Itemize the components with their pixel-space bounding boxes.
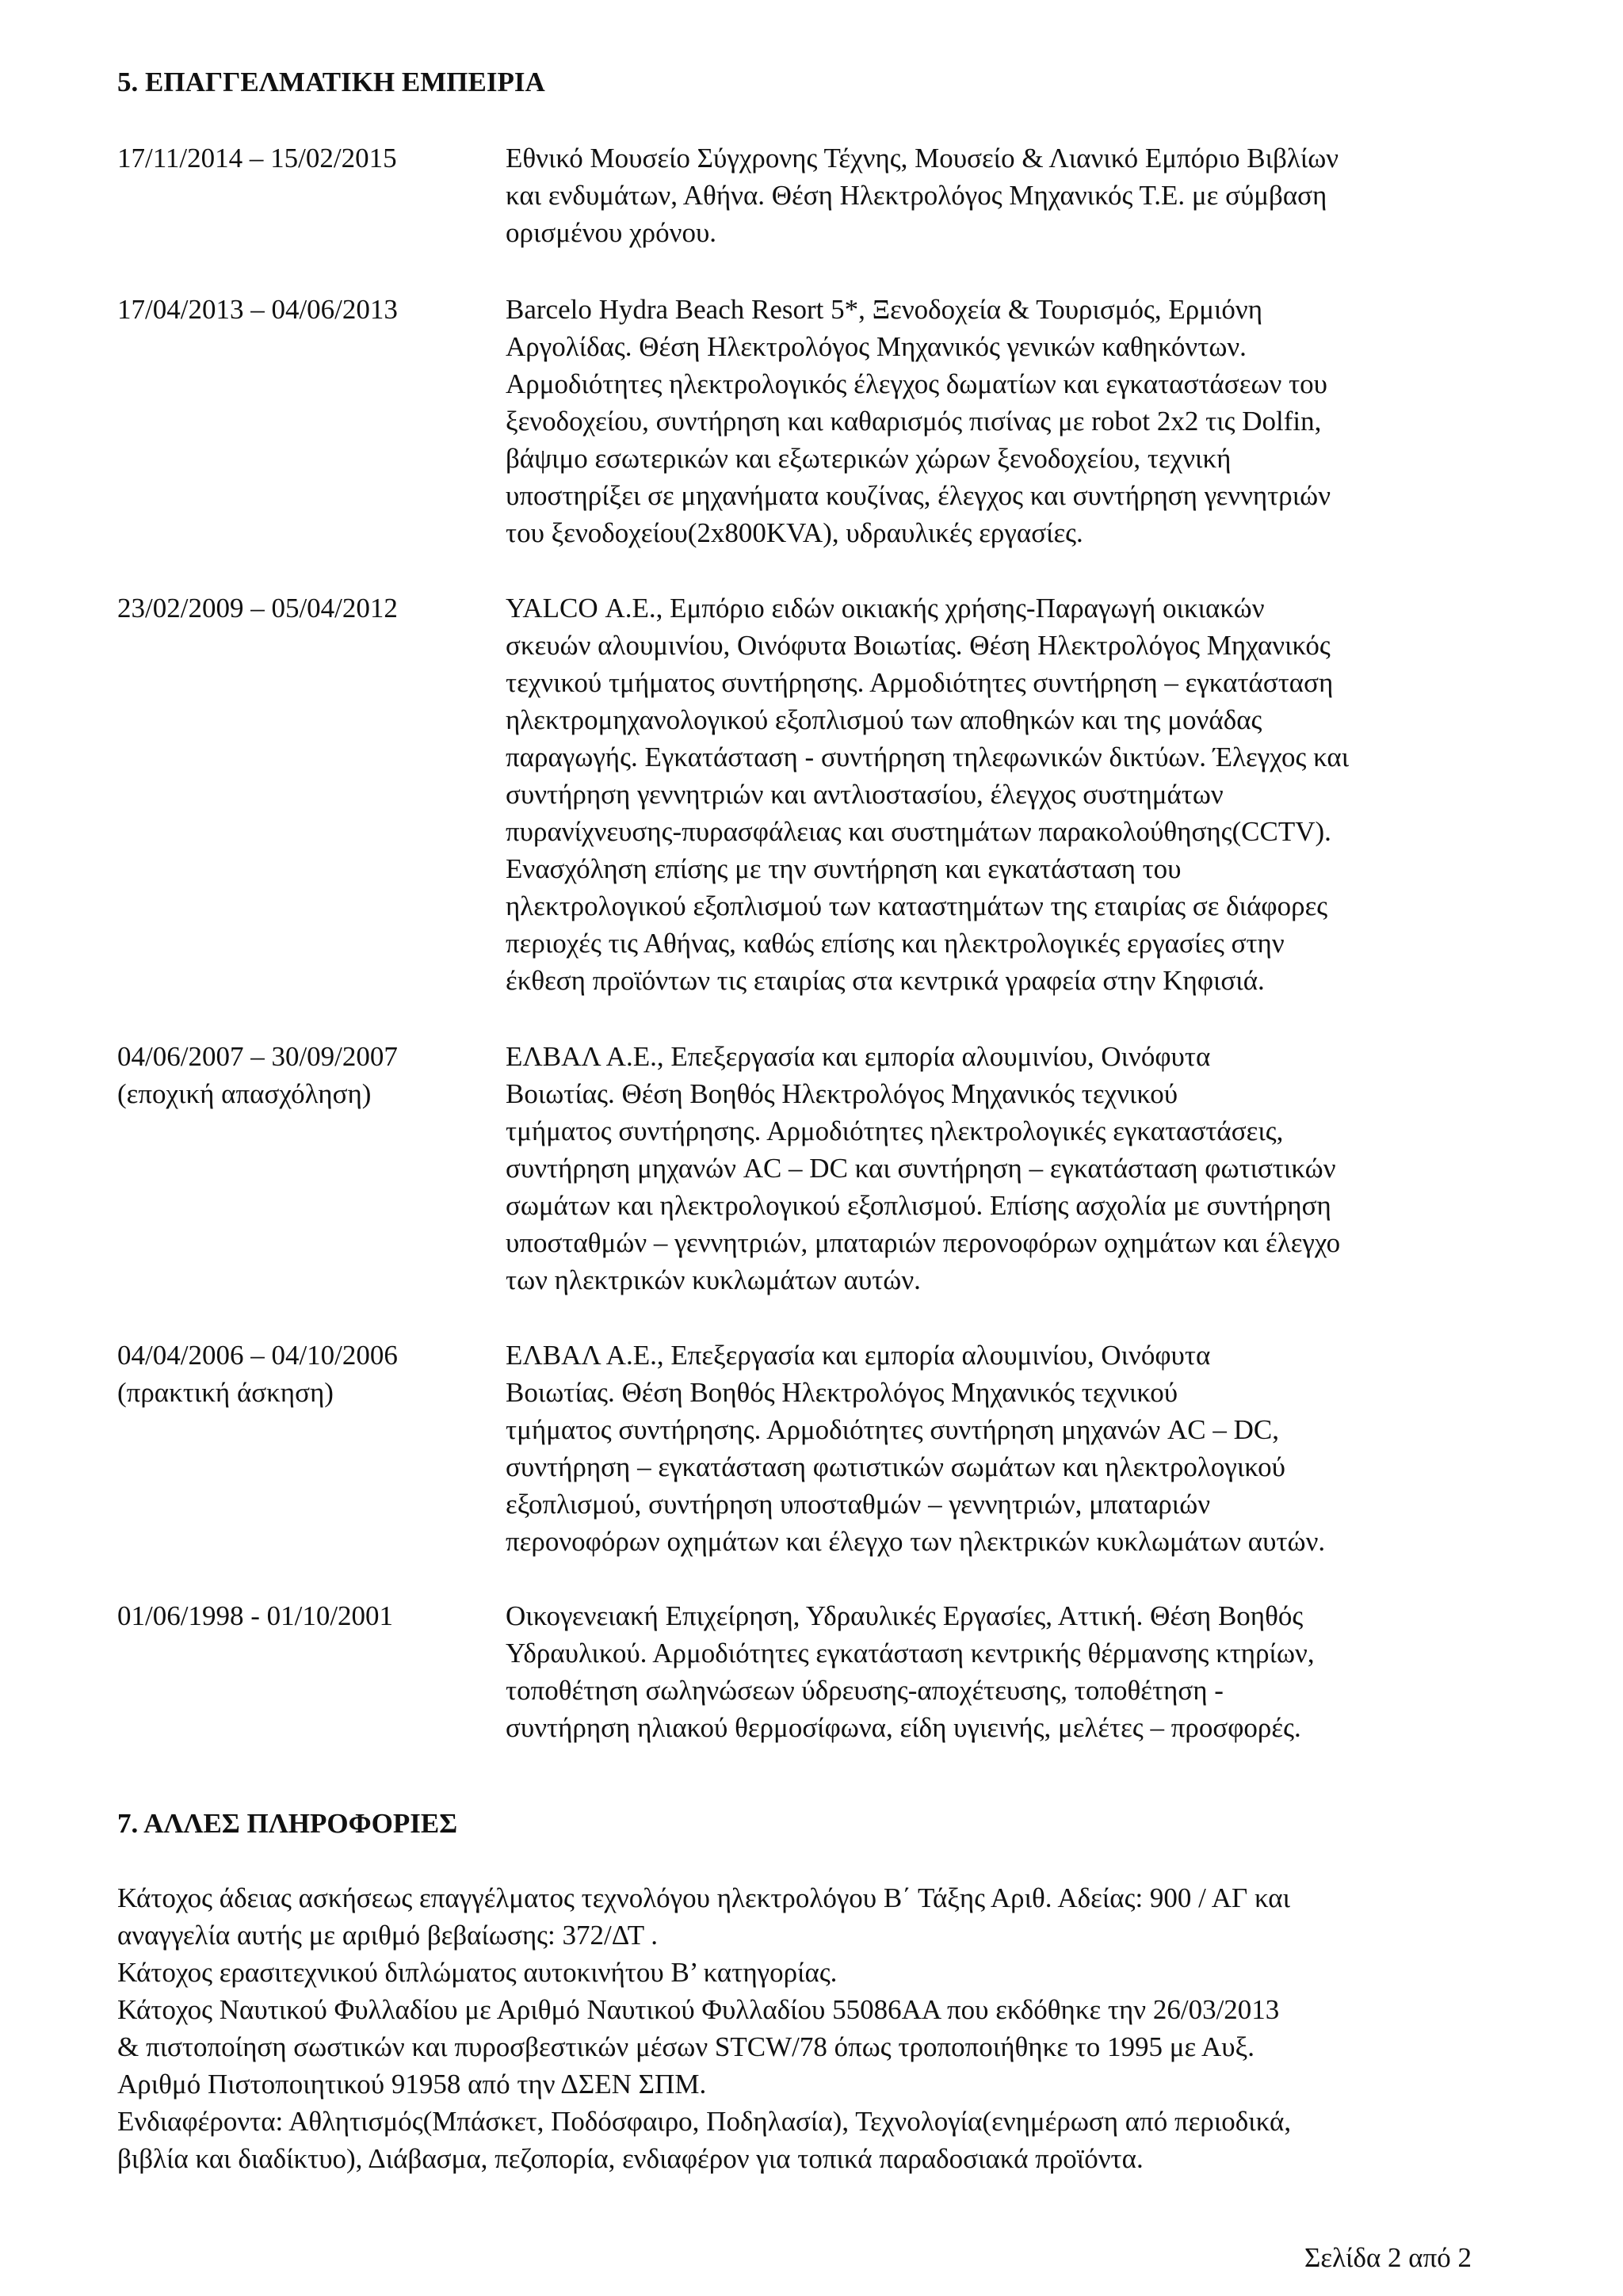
info-line: & πιστοποίηση σωστικών και πυροσβεστικών μέσων STCW/78 όπως τροποποιήθηκε το 1995 με Αυξ. <box>117 2031 1254 2062</box>
entry-description <box>506 589 1520 999</box>
description-line: ηλεκτρομηχανολογικού εξοπλισμού των αποθηκών και της μονάδας <box>506 704 1262 735</box>
description-line: τμήματος συντήρησης. Αρμοδιότητες συντήρηση μηχανών AC – DC, <box>506 1414 1280 1445</box>
entry-period <box>117 1597 498 1634</box>
description-line: Οικογενειακή Επιχείρηση, Υδραυλικές Εργασίες, Αττική. Θέση Βοηθός <box>506 1600 1304 1631</box>
section-title-experience: 5. ΕΠΑΓΓΕΛΜΑΤΙΚΗ ΕΜΠΕΙΡΙΑ <box>117 67 545 97</box>
description-line: συντήρηση γεννητριών και αντλιοστασίου, έλεγχος συστημάτων <box>506 779 1224 810</box>
description-line: βάψιμο εσωτερικών και εξωτερικών χώρων ξενοδοχείου, τεχνική <box>506 443 1232 474</box>
description-line: Εθνικό Μουσείο Σύγχρονης Τέχνης, Μουσείο & Λιανικό Εμπόριο Βιβλίων <box>506 143 1339 174</box>
entry-period <box>117 589 498 627</box>
period-dates: 04/06/2007 – 30/09/2007 <box>117 1041 398 1072</box>
entry-description <box>506 1597 1520 1746</box>
description-line: έκθεση προϊόντων τις εταιρίας στα κεντρικά γραφεία στην Κηφισιά. <box>506 965 1265 996</box>
entry-period <box>117 1337 498 1411</box>
page-number: Σελίδα 2 από 2 <box>1304 2242 1472 2273</box>
description-line: σκευών αλουμινίου, Οινόφυτα Βοιωτίας. Θέση Ηλεκτρολόγος Μηχανικός <box>506 630 1331 661</box>
info-line: Ενδιαφέροντα: Αθλητισμός(Μπάσκετ, Ποδόσφαιρο, Ποδηλασία), Τεχνολογία(ενημέρωση από περιοδικά, <box>117 2106 1292 2137</box>
info-line: Κάτοχος άδειας ασκήσεως επαγγέλματος τεχνολόγου ηλεκτρολόγου Β΄ Τάξης Αριθ. Αδείας: 900 / ΑΓ και <box>117 1882 1291 1913</box>
description-line: συντήρηση μηχανών AC – DC και συντήρηση – εγκατάσταση φωτιστικών <box>506 1153 1336 1184</box>
description-line: ορισμένου χρόνου. <box>506 217 717 248</box>
period-dates: 17/11/2014 – 15/02/2015 <box>117 143 397 174</box>
entry-description <box>506 139 1520 251</box>
info-line: Κάτοχος ερασιτεχνικού διπλώματος αυτοκινήτου Β’ κατηγορίας. <box>117 1957 838 1988</box>
info-line: Κάτοχος Ναυτικού Φυλλαδίου με Αριθμό Ναυτικού Φυλλαδίου 55086ΑΑ που εκδόθηκε την 26/03/2013 <box>117 1994 1280 2025</box>
description-line: υποσταθμών – γεννητριών, μπαταριών περονοφόρων οχημάτων και έλεγχο <box>506 1227 1341 1258</box>
entry-description <box>506 1337 1520 1560</box>
description-line: τοποθέτηση σωληνώσεων ύδρευσης-αποχέτευσης, τοποθέτηση - <box>506 1675 1224 1706</box>
description-line: Ενασχόληση επίσης με την συντήρηση και εγκατάσταση του <box>506 853 1182 884</box>
entry-description <box>506 1038 1520 1299</box>
description-line: ηλεκτρολογικού εξοπλισμού των καταστημάτων της εταιρίας σε διάφορες <box>506 891 1328 921</box>
description-line: συντήρηση ηλιακού θερμοσίφωνα, είδη υγιεινής, μελέτες – προσφορές. <box>506 1712 1301 1743</box>
info-line: αναγγελία αυτής με αριθμό βεβαίωσης: 372/ΔΤ . <box>117 1920 659 1951</box>
entry-period <box>117 291 498 328</box>
section-title-other-info: 7. ΑΛΛΕΣ ΠΛΗΡΟΦΟΡΙΕΣ <box>117 1808 458 1839</box>
entry-period <box>117 139 498 177</box>
description-line: παραγωγής. Εγκατάσταση - συντήρηση τηλεφωνικών δικτύων. Έλεγχος και <box>506 742 1350 772</box>
period-dates: 04/04/2006 – 04/10/2006 <box>117 1340 398 1371</box>
description-line: Barcelo Hydra Beach Resort 5*, Ξενοδοχεία & Τουρισμός, Ερμιόνη <box>506 294 1263 325</box>
description-line: ξενοδοχείου, συντήρηση και καθαρισμός πισίνας με robot 2x2 τις Dolfin, <box>506 406 1322 437</box>
description-line: του ξενοδοχείου(2x800KVA), υδραυλικές εργασίες. <box>506 517 1083 548</box>
description-line: YALCO Α.Ε., Εμπόριο ειδών οικιακής χρήσης-Παραγωγή οικιακών <box>506 593 1265 624</box>
description-line: εξοπλισμού, συντήρηση υποσταθμών – γεννητριών, μπαταριών <box>506 1489 1211 1520</box>
period-dates: 17/04/2013 – 04/06/2013 <box>117 294 398 325</box>
description-line: και ενδυμάτων, Αθήνα. Θέση Ηλεκτρολόγος Μηχανικός Τ.Ε. με σύμβαση <box>506 180 1327 211</box>
description-line: ΕΛΒΑΛ Α.Ε., Επεξεργασία και εμπορία αλουμινίου, Οινόφυτα <box>506 1041 1211 1072</box>
entry-period <box>117 1038 498 1112</box>
description-line: περονοφόρων οχημάτων και έλεγχο των ηλεκτρικών κυκλωμάτων αυτών. <box>506 1526 1326 1557</box>
info-line: βιβλία και διαδίκτυο), Διάβασμα, πεζοπορία, ενδιαφέρον για τοπικά παραδοσιακά προϊόντα. <box>117 2143 1144 2174</box>
description-line: Υδραυλικού. Αρμοδιότητες εγκατάσταση κεντρικής θέρμανσης κτηρίων, <box>506 1638 1315 1669</box>
description-line: περιοχές τις Αθήνας, καθώς επίσης και ηλεκτρολογικές εργασίες στην <box>506 928 1285 959</box>
other-info-paragraph <box>117 1879 1528 2177</box>
description-line: τμήματος συντήρησης. Αρμοδιότητες ηλεκτρολογικές εγκαταστάσεις, <box>506 1116 1284 1146</box>
description-line: ΕΛΒΑΛ Α.Ε., Επεξεργασία και εμπορία αλουμινίου, Οινόφυτα <box>506 1340 1211 1371</box>
description-line: Βοιωτίας. Θέση Βοηθός Ηλεκτρολόγος Μηχανικός τεχνικού <box>506 1377 1178 1408</box>
description-line: Αρμοδιότητες ηλεκτρολογικός έλεγχος δωματίων και εγκαταστάσεων του <box>506 368 1327 399</box>
description-line: πυρανίχνευσης-πυρασφάλειας και συστημάτων παρακολούθησης(CCTV). <box>506 816 1331 847</box>
info-line: Αριθμό Πιστοποιητικού 91958 από την ΔΣΕΝ ΣΠΜ. <box>117 2069 707 2100</box>
period-note: (πρακτική άσκηση) <box>117 1377 334 1408</box>
description-line: σωμάτων και ηλεκτρολογικού εξοπλισμού. Επίσης ασχολία με συντήρηση <box>506 1190 1331 1221</box>
description-line: υποστηρίξει σε μηχανήματα κουζίνας, έλεγχος και συντήρηση γεννητριών <box>506 480 1331 511</box>
description-line: Βοιωτίας. Θέση Βοηθός Ηλεκτρολόγος Μηχανικός τεχνικού <box>506 1078 1178 1109</box>
description-line: συντήρηση – εγκατάσταση φωτιστικών σωμάτων και ηλεκτρολογικού <box>506 1451 1285 1482</box>
entry-description <box>506 291 1520 551</box>
description-line: των ηλεκτρικών κυκλωμάτων αυτών. <box>506 1264 921 1295</box>
description-line: Αργολίδας. Θέση Ηλεκτρολόγος Μηχανικός γενικών καθηκόντων. <box>506 331 1247 362</box>
period-note: (εποχική απασχόληση) <box>117 1078 372 1109</box>
period-dates: 23/02/2009 – 05/04/2012 <box>117 593 398 624</box>
period-dates: 01/06/1998 - 01/10/2001 <box>117 1600 394 1631</box>
description-line: τεχνικού τμήματος συντήρησης. Αρμοδιότητες συντήρηση – εγκατάσταση <box>506 667 1334 698</box>
